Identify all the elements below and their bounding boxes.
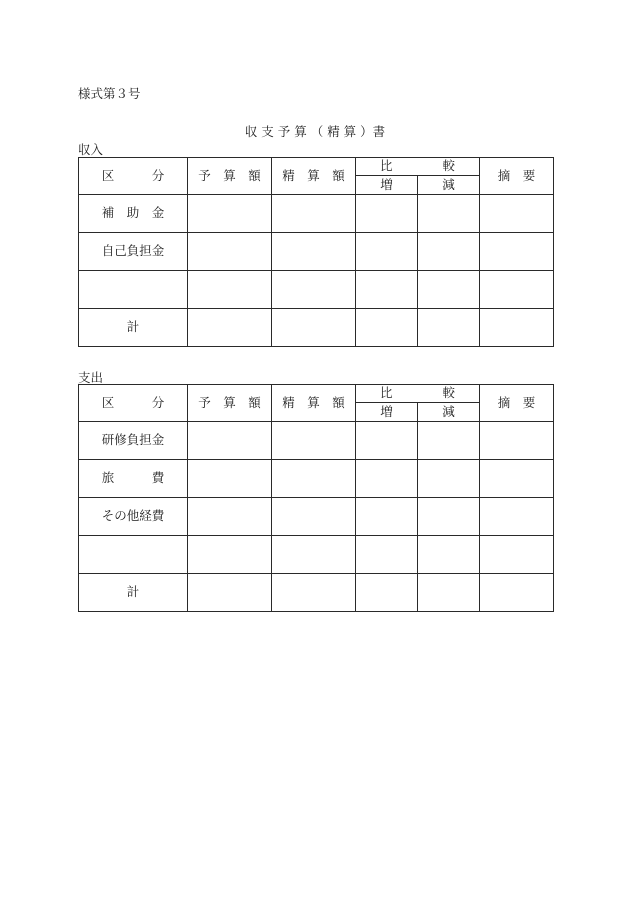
expense-row-category [79, 536, 188, 574]
table-row [79, 536, 554, 574]
expense-header-row [79, 385, 554, 403]
expense-settled-cell[interactable] [272, 574, 356, 612]
income-remarks-cell[interactable] [480, 271, 554, 309]
form-number: 様式第３号 [78, 86, 141, 101]
expense-header-increase: 増 [356, 403, 418, 422]
income-decrease-cell[interactable] [418, 309, 480, 347]
income-header-remarks: 摘 要 [480, 158, 554, 195]
income-header-increase: 増 [356, 176, 418, 195]
income-budget-cell[interactable] [188, 195, 272, 233]
expense-row-category: 旅 費 [79, 460, 188, 498]
income-row-category: 補 助 金 [79, 195, 188, 233]
expense-settled-cell[interactable] [272, 536, 356, 574]
income-budget-cell[interactable] [188, 233, 272, 271]
expense-table [78, 384, 554, 612]
income-increase-cell[interactable] [356, 195, 418, 233]
table-row [79, 498, 554, 536]
expense-settled-cell[interactable] [272, 460, 356, 498]
expense-decrease-cell[interactable] [418, 460, 480, 498]
table-row [79, 422, 554, 460]
expense-budget-cell[interactable] [188, 460, 272, 498]
expense-section-label: 支出 [78, 370, 104, 385]
income-increase-cell[interactable] [356, 309, 418, 347]
income-row-category: 自己負担金 [79, 233, 188, 271]
expense-header-compare: 比 較 [356, 385, 480, 403]
income-remarks-cell[interactable] [480, 195, 554, 233]
income-header-settled: 精 算 額 [272, 158, 356, 195]
document-title: 収 支 予 算 （ 精 算 ）書 [244, 124, 386, 139]
expense-table-body [79, 422, 554, 612]
income-remarks-cell[interactable] [480, 233, 554, 271]
expense-settled-cell[interactable] [272, 498, 356, 536]
expense-remarks-cell[interactable] [480, 574, 554, 612]
income-settled-cell[interactable] [272, 271, 356, 309]
income-increase-cell[interactable] [356, 271, 418, 309]
expense-header-category: 区 分 [79, 385, 188, 422]
expense-settled-cell[interactable] [272, 422, 356, 460]
expense-decrease-cell[interactable] [418, 574, 480, 612]
expense-increase-cell[interactable] [356, 422, 418, 460]
expense-remarks-cell[interactable] [480, 422, 554, 460]
expense-budget-cell[interactable] [188, 422, 272, 460]
expense-header-remarks: 摘 要 [480, 385, 554, 422]
expense-decrease-cell[interactable] [418, 536, 480, 574]
income-settled-cell[interactable] [272, 195, 356, 233]
expense-header-settled: 精 算 額 [272, 385, 356, 422]
expense-header-decrease: 減 [418, 403, 480, 422]
expense-increase-cell[interactable] [356, 536, 418, 574]
expense-budget-cell[interactable] [188, 574, 272, 612]
table-row [79, 271, 554, 309]
table-row [79, 195, 554, 233]
income-table-body [79, 195, 554, 347]
expense-increase-cell[interactable] [356, 574, 418, 612]
income-header-category: 区 分 [79, 158, 188, 195]
expense-remarks-cell[interactable] [480, 460, 554, 498]
income-remarks-cell[interactable] [480, 309, 554, 347]
income-decrease-cell[interactable] [418, 271, 480, 309]
expense-header-budget: 予 算 額 [188, 385, 272, 422]
income-row-category: 計 [79, 309, 188, 347]
income-budget-cell[interactable] [188, 271, 272, 309]
table-row [79, 574, 554, 612]
expense-increase-cell[interactable] [356, 498, 418, 536]
income-header-decrease: 減 [418, 176, 480, 195]
expense-budget-cell[interactable] [188, 536, 272, 574]
income-header-budget: 予 算 額 [188, 158, 272, 195]
expense-decrease-cell[interactable] [418, 422, 480, 460]
income-increase-cell[interactable] [356, 233, 418, 271]
expense-increase-cell[interactable] [356, 460, 418, 498]
income-header-compare: 比 較 [356, 158, 480, 176]
expense-row-category: その他経費 [79, 498, 188, 536]
income-decrease-cell[interactable] [418, 195, 480, 233]
income-settled-cell[interactable] [272, 309, 356, 347]
expense-decrease-cell[interactable] [418, 498, 480, 536]
expense-row-category: 研修負担金 [79, 422, 188, 460]
income-budget-cell[interactable] [188, 309, 272, 347]
income-section-label: 収入 [78, 142, 104, 157]
expense-row-category: 計 [79, 574, 188, 612]
income-settled-cell[interactable] [272, 233, 356, 271]
income-row-category [79, 271, 188, 309]
expense-remarks-cell[interactable] [480, 536, 554, 574]
expense-budget-cell[interactable] [188, 498, 272, 536]
table-row [79, 460, 554, 498]
income-header-row [79, 158, 554, 176]
expense-remarks-cell[interactable] [480, 498, 554, 536]
income-table [78, 157, 554, 347]
table-row [79, 233, 554, 271]
income-decrease-cell[interactable] [418, 233, 480, 271]
table-row [79, 309, 554, 347]
